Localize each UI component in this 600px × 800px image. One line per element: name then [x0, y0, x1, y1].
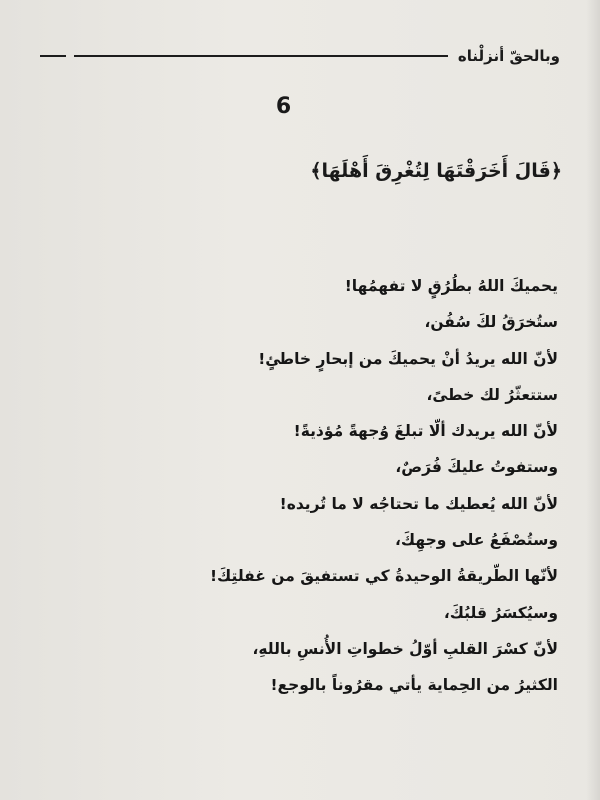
page-edge-shadow: [586, 0, 600, 800]
poem-line: لأنّ الله يريدُ أنْ يحميكَ من إبحارٍ خاطئٍ!: [258, 349, 558, 368]
header-rule: [74, 55, 448, 57]
poem-line: ستتعثّرُ لك خطىً،: [426, 385, 558, 404]
header-rule-short: [40, 55, 66, 57]
chapter-number: 6: [275, 94, 292, 119]
poem-line: ستُخرَقُ لكَ سُفُن،: [424, 313, 558, 332]
poem-line: لأنّ الله يُعطيك ما تحتاجُه لا ما تُريده!: [279, 494, 558, 513]
poem-line: لأنّها الطّريقةُ الوحيدةُ كي تستفيقَ من غفلتِكَ!: [209, 567, 558, 586]
running-header: [40, 44, 560, 68]
poem-line: وستفوتُ عليكَ فُرَصٌ،: [395, 458, 558, 477]
poem: [38, 268, 558, 704]
poem-line: لأنّ الله يريدك ألّا تبلغَ وُجهةً مُؤذيةً!: [293, 422, 558, 441]
poem-line: وسيُكسَرُ قلبُكَ،: [443, 603, 558, 622]
quran-verse: ﴿قَالَ أَخَرَقْتَهَا لِتُغْرِقَ أَهْلَهَا﴾: [310, 160, 562, 182]
poem-line: لأنّ كسْرَ القلبِ أوّلُ خطواتِ الأُنسِ باللهِ،: [252, 639, 558, 658]
poem-line: وستُصْفَعُ على وجهِكَ،: [395, 531, 558, 550]
poem-line: الكثيرُ من الحِماية يأتي مقرُوناً بالوجع!: [270, 676, 558, 695]
running-header-title: وبالحقّ أنزلْناه: [457, 47, 560, 65]
poem-line: يحميكَ اللهُ بطُرُقٍ لا تفهمُها!: [344, 277, 558, 295]
